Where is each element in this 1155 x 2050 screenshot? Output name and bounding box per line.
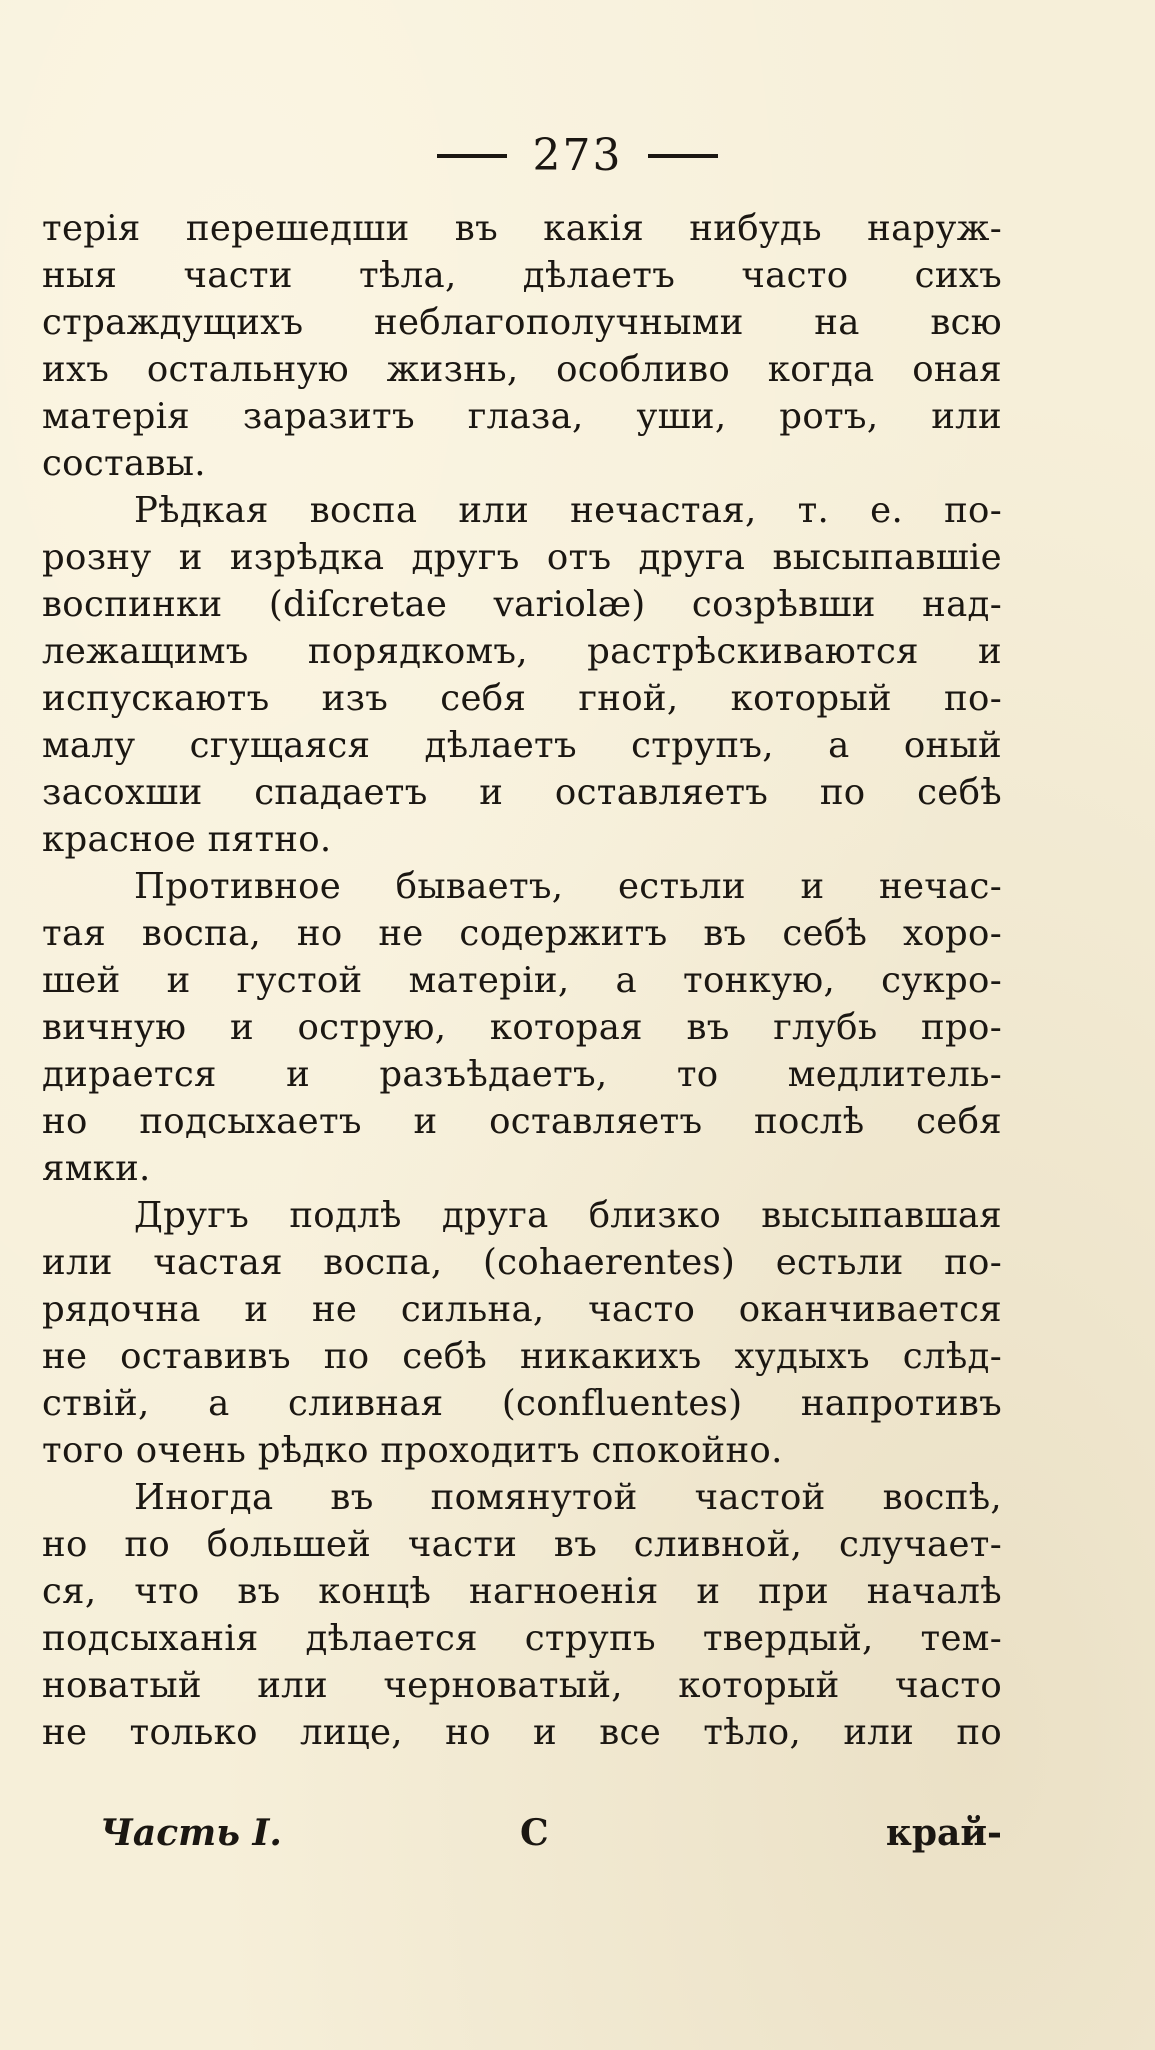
text-line: но подсыхаетъ и оставляетъ послѣ себя [42,1101,1002,1142]
header-rule-left [437,154,507,158]
text-line: или частая воспа, (cohaerentes) естьли по- [42,1242,1002,1283]
text-line: терія перешедши въ какія нибудь наруж- [42,208,1002,249]
text-line: не только лице, но и все тѣло, или по [42,1712,1002,1753]
paragraph-start: Другъ подлѣ друга близко высыпавшая [134,1195,1002,1236]
page-header [0,130,1155,190]
text-line: страждущихъ неблагополучными на всю [42,302,1002,343]
text-line: ся, что въ концѣ нагноенія и при началѣ [42,1571,1002,1612]
text-line: ямки. [42,1148,151,1189]
text-line: подсыханія дѣлается струпъ твердый, тем- [42,1618,1002,1659]
page-number: 273 [532,130,623,181]
text-line: дирается и разъѣдаетъ, то медлитель- [42,1054,1002,1095]
paragraph-start: Противное бываетъ, естьли и нечас- [134,866,1002,907]
text-line: ихъ остальную жизнь, особливо когда оная [42,349,1002,390]
text-line: засохши спадаетъ и оставляетъ по себѣ [42,772,1002,813]
text-line: того очень рѣдко проходитъ спокойно. [42,1430,783,1471]
body-text [42,205,1002,1756]
text-line: составы. [42,443,206,484]
signature-mark: C [520,1812,549,1854]
text-line: малу сгущаяся дѣлаетъ струпъ, а оный [42,725,1002,766]
paragraph-start: Иногда въ помянутой частой воспѣ, [134,1477,1002,1518]
paragraph-start: Рѣдкая воспа или нечастая, т. е. по- [134,490,1002,531]
text-line: красное пятно. [42,819,332,860]
text-line: не оставивъ по себѣ никакихъ худыхъ слѣд- [42,1336,1002,1377]
catchword: край- [885,1812,1002,1854]
text-line: испускаютъ изъ себя гной, который по- [42,678,1002,719]
text-line: вичную и острую, которая въ глубь про- [42,1007,1002,1048]
page-footer [42,1808,1002,1858]
header-rule-right [648,154,718,158]
text-line: шей и густой матеріи, а тонкую, сукро- [42,960,1002,1001]
text-line: новатый или черноватый, который часто [42,1665,1002,1706]
text-line: ствій, а сливная (confluentes) напротивъ [42,1383,1002,1424]
text-line: воспинки (diſcretae variolæ) созрѣвши над- [42,584,1002,625]
text-line: лежащимъ порядкомъ, растрѣскиваются и [42,631,1002,672]
text-line: но по большей части въ сливной, случает- [42,1524,1002,1565]
text-line: ныя части тѣла, дѣлаетъ часто сихъ [42,255,1002,296]
text-line: матерія заразитъ глаза, уши, ротъ, или [42,396,1002,437]
text-line: рядочна и не сильна, часто оканчивается [42,1289,1002,1330]
part-label: Часть I. [100,1812,282,1854]
text-line: розну и изрѣдка другъ отъ друга высыпавшіе [42,537,1002,578]
text-line: тая воспа, но не содержитъ въ себѣ хоро- [42,913,1002,954]
